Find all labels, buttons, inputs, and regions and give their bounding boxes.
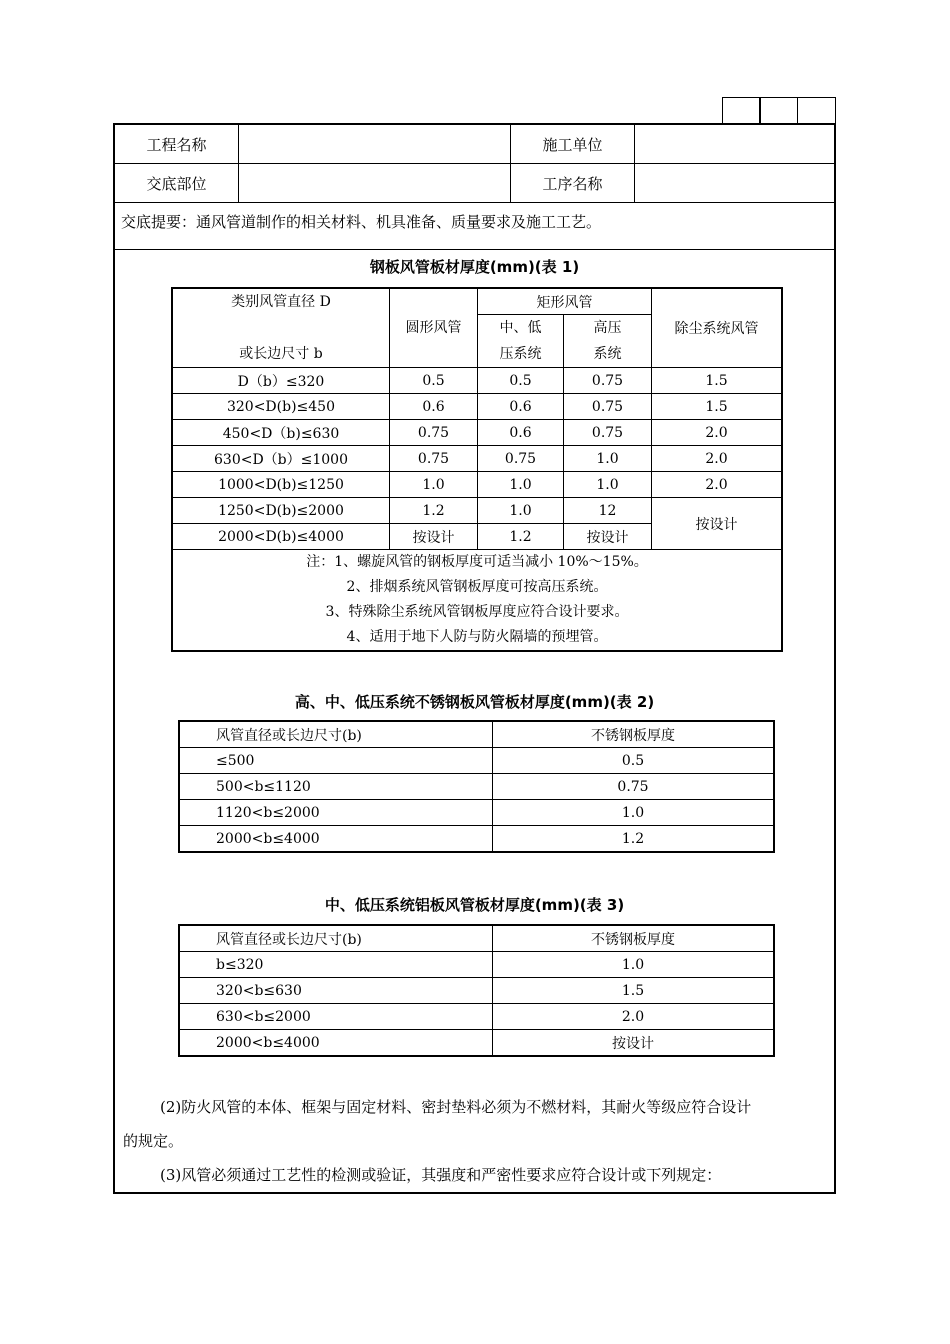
page-box: [759, 97, 798, 125]
construction-unit-label: 施工单位: [511, 125, 635, 164]
construction-unit-value: [635, 125, 835, 164]
paragraph-2-line2: 的规定。: [123, 1132, 184, 1150]
location-label: 交底部位: [115, 164, 239, 203]
body-paragraphs: [123, 1090, 828, 1192]
col-category-header: [172, 288, 390, 368]
table-row: 2000<b≤4000 按设计: [179, 1030, 774, 1057]
table-row: 1120<b≤2000 1.0: [179, 800, 774, 826]
table3-title: 中、低压系统铝板风管板材厚度(mm)(表 3): [324, 896, 625, 914]
table3-col2-header: 不锈钢板厚度: [493, 925, 775, 952]
steel-thickness-table: [171, 287, 783, 652]
table-row: D（b）≤320 0.5 0.5 0.75 1.5: [172, 368, 782, 394]
process-label: 工序名称: [511, 164, 635, 203]
project-name-label: 工程名称: [115, 125, 239, 164]
location-value: [239, 164, 511, 203]
table-row: 2000<D(b)≤4000 按设计 1.2 按设计: [172, 524, 782, 550]
aluminum-thickness-table: [178, 924, 775, 1057]
handover-form: [113, 123, 836, 1194]
table3-col1-header: 风管直径或长边尺寸(b): [179, 925, 493, 952]
process-value: [635, 164, 835, 203]
col-round-header: 圆形风管: [390, 288, 478, 368]
note-line: 4、适用于地下人防与防火隔墙的预埋管。: [346, 629, 608, 645]
col-rect-low-header: 中、低压系统: [478, 315, 564, 368]
table1-notes: [172, 550, 782, 652]
table-row: 450<D（b)≤630 0.75 0.6 0.75 2.0: [172, 420, 782, 446]
paragraph-3: (3)风管必须通过工艺性的检测或验证，其强度和严密性要求应符合设计或下列规定：: [160, 1166, 722, 1184]
table-row: 630<D（b）≤1000 0.75 0.75 1.0 2.0: [172, 446, 782, 472]
col-rect-high-header: 高压系统: [564, 315, 652, 368]
handover-summary: 交底提要：通风管道制作的相关材料、机具准备、质量要求及施工工艺。: [115, 205, 834, 250]
table2-col2-header: 不锈钢板厚度: [493, 721, 775, 748]
merged-dust-cell: 按设计: [652, 498, 783, 550]
table-row: b≤320 1.0: [179, 952, 774, 978]
project-name-value: [239, 125, 511, 164]
stainless-thickness-table: [178, 720, 775, 853]
note-line: 2、排烟系统风管钢板厚度可按高压系统。: [346, 579, 608, 595]
header-table: [115, 125, 834, 203]
table-row: 320<D(b)≤450 0.6 0.6 0.75 1.5: [172, 394, 782, 420]
table-row: 630<b≤2000 2.0: [179, 1004, 774, 1030]
page-number-boxes: [723, 97, 836, 125]
table1-title: 钢板风管板材厚度(mm)(表 1): [369, 258, 580, 276]
col-dust-header: 除尘系统风管: [652, 288, 783, 368]
note-line: 注：1、螺旋风管的钢板厚度可适当减小 10%～15%。: [306, 554, 648, 570]
table-row: ≤500 0.5: [179, 748, 774, 774]
col-category-line1: 类别风管直径 D: [231, 294, 331, 310]
table2-title: 高、中、低压系统不锈钢板风管板材厚度(mm)(表 2): [294, 693, 655, 711]
table-row: 1250<D(b)≤2000 1.2 1.0 12 按设计: [172, 498, 782, 524]
col-category-line2: 或长边尺寸 b: [239, 346, 323, 362]
note-line: 3、特殊除尘系统风管钢板厚度应符合设计要求。: [325, 604, 629, 620]
page-box: [722, 97, 761, 125]
table-row: 500<b≤1120 0.75: [179, 774, 774, 800]
col-rect-header: 矩形风管: [478, 288, 652, 315]
table-row: 320<b≤630 1.5: [179, 978, 774, 1004]
table-row: 2000<b≤4000 1.2: [179, 826, 774, 853]
paragraph-2-line1: (2)防火风管的本体、框架与固定材料、密封垫料必须为不燃材料，其耐火等级应符合设计: [160, 1098, 752, 1116]
table-row: 1000<D(b)≤1250 1.0 1.0 1.0 2.0: [172, 472, 782, 498]
table2-col1-header: 风管直径或长边尺寸(b): [179, 721, 493, 748]
page-box: [797, 97, 836, 125]
